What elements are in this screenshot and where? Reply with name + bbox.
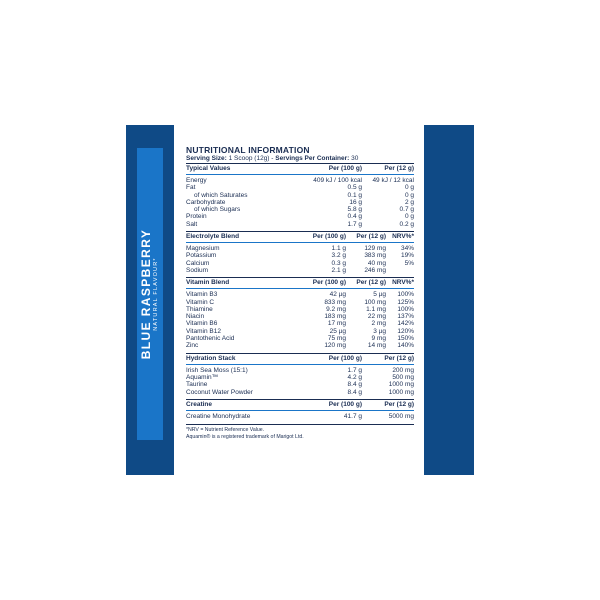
hydration-stack-section <box>186 353 414 399</box>
vitamin-cell-3: 137% <box>397 313 414 321</box>
table-row <box>186 335 414 342</box>
table-row <box>186 260 414 267</box>
vitamin-cell-2: 1.1 mg <box>366 305 386 313</box>
hydration-cell-2: 500 mg <box>392 373 414 381</box>
typical-header-col-2: Per (12 g) <box>384 165 414 172</box>
hydration-header-col-0: Hydration Stack <box>186 354 236 362</box>
electrolyte-cell-2: 383 mg <box>364 252 386 260</box>
typical-cell-2: 0 g <box>404 191 414 199</box>
vitamin-cell-3: 142% <box>397 320 414 328</box>
hydration-cell-1: 8.4 g <box>347 388 362 396</box>
hydration-cell-1: 1.7 g <box>347 366 362 374</box>
servings-per-container-label: Servings Per Container: <box>275 155 350 162</box>
typical-values-section <box>186 163 414 231</box>
panel-title: NUTRITIONAL INFORMATION <box>186 145 310 155</box>
vitamin-header-col-1: Per (100 g) <box>312 279 346 287</box>
electrolyte-header-col-2: Per (12 g) <box>356 233 386 241</box>
creatine-header <box>186 399 414 411</box>
typical-cell-0: Carbohydrate <box>186 198 226 206</box>
typical-cell-1: 0.1 g <box>347 191 362 199</box>
vitamin-cell-1: 9.2 mg <box>326 305 346 313</box>
table-row <box>186 177 414 184</box>
electrolyte-cell-1: 1.1 g <box>331 245 346 253</box>
creatine-header-col-1: Per (100 g) <box>328 400 362 408</box>
electrolyte-header-col-0: Electrolyte Blend <box>186 233 240 241</box>
hydration-cell-1: 4.2 g <box>347 373 362 381</box>
vitamin-cell-2: 2 mg <box>371 320 386 328</box>
typical-rows <box>186 175 414 231</box>
table-row <box>186 291 414 298</box>
servings-per-container-value: 30 <box>351 155 359 162</box>
vitamin-cell-3: 150% <box>397 335 414 343</box>
vitamin-cell-2: 5 µg <box>373 291 386 299</box>
electrolyte-cell-1: 0.3 g <box>331 259 346 267</box>
typical-cell-1: 409 kJ / 100 kcal <box>313 177 362 184</box>
vitamin-cell-1: 17 mg <box>327 320 346 328</box>
electrolyte-cell-0: Potassium <box>186 252 217 260</box>
electrolyte-blend-section <box>186 231 414 277</box>
hydration-cell-0: Taurine <box>186 381 208 389</box>
electrolyte-rows <box>186 243 414 277</box>
typical-cell-1: 5.8 g <box>347 206 362 214</box>
vitamin-header-col-0: Vitamin Blend <box>186 279 230 287</box>
vitamin-cell-3: 125% <box>397 298 414 306</box>
creatine-header-col-0: Creatine <box>186 400 213 408</box>
creatine-cell-1: 41.7 g <box>343 412 362 420</box>
hydration-cell-1: 8.4 g <box>347 381 362 389</box>
table-row <box>186 221 414 228</box>
vitamin-cell-2: 3 µg <box>373 327 386 335</box>
vitamin-header <box>186 277 414 289</box>
table-row <box>186 299 414 306</box>
serving-info <box>186 155 414 163</box>
vitamin-cell-1: 120 mg <box>324 342 346 350</box>
creatine-cell-0: Creatine Monohydrate <box>186 412 251 420</box>
electrolyte-cell-3: 19% <box>400 252 414 260</box>
table-row <box>186 306 414 313</box>
table-row <box>186 213 414 220</box>
electrolyte-header-col-3: NRV%* <box>392 233 414 241</box>
table-row <box>186 342 414 349</box>
hydration-cell-2: 1000 mg <box>388 381 414 389</box>
vitamin-cell-0: Niacin <box>186 313 205 321</box>
typical-cell-2: 0.7 g <box>399 206 414 214</box>
hydration-cell-2: 200 mg <box>392 366 414 374</box>
vitamin-cell-3: 100% <box>397 291 414 299</box>
vitamin-cell-0: Pantothenic Acid <box>186 335 235 343</box>
table-row <box>186 328 414 335</box>
electrolyte-cell-2: 129 mg <box>364 245 386 253</box>
table-row <box>186 192 414 199</box>
hydration-rows <box>186 365 414 399</box>
creatine-header-col-2: Per (12 g) <box>384 400 414 408</box>
electrolyte-cell-3: 5% <box>404 259 414 267</box>
table-row <box>186 389 414 396</box>
table-row <box>186 245 414 252</box>
vitamin-cell-0: Thiamine <box>186 305 213 313</box>
table-row <box>186 199 414 206</box>
electrolyte-cell-2: 246 mg <box>364 266 386 274</box>
table-row <box>186 367 414 374</box>
vitamin-cell-0: Vitamin C <box>186 298 215 306</box>
vitamin-cell-0: Vitamin B3 <box>186 291 218 299</box>
typical-cell-1: 1.7 g <box>347 220 362 228</box>
table-row <box>186 267 414 274</box>
table-row <box>186 313 414 320</box>
electrolyte-cell-0: Calcium <box>186 259 210 267</box>
creatine-rows <box>186 411 414 423</box>
typical-cell-0: of which Saturates <box>194 191 248 199</box>
table-row <box>186 184 414 191</box>
vitamin-cell-2: 22 mg <box>367 313 386 321</box>
vitamin-header-col-3: NRV%* <box>392 279 414 287</box>
vitamin-cell-1: 42 µg <box>329 291 346 299</box>
vitamin-rows <box>186 289 414 352</box>
hydration-cell-0: Coconut Water Powder <box>186 388 253 396</box>
vitamin-cell-1: 25 µg <box>329 327 346 335</box>
flavour-name: BLUE RASPBERRY <box>139 228 153 360</box>
hydration-cell-0: Aquamin™ <box>186 373 219 381</box>
serving-separator: - <box>271 155 274 162</box>
nutrition-panel <box>186 145 414 441</box>
footnote-trademark: Aquamin® is a registered trademark of Marigot Ltd. <box>186 434 304 441</box>
vitamin-cell-1: 183 mg <box>324 313 346 321</box>
table-row <box>186 381 414 388</box>
typical-cell-2: 49 kJ / 12 kcal <box>372 177 414 184</box>
vitamin-cell-0: Zinc <box>186 342 199 350</box>
typical-header-col-0: Typical Values <box>186 165 231 172</box>
electrolyte-cell-3 <box>386 267 414 274</box>
vitamin-header-col-2: Per (12 g) <box>356 279 386 287</box>
vitamin-cell-2: 100 mg <box>364 298 386 306</box>
typical-cell-1: 0.5 g <box>347 184 362 192</box>
vitamin-cell-3: 100% <box>397 305 414 313</box>
hydration-cell-0: Irish Sea Moss (15:1) <box>186 366 248 374</box>
electrolyte-cell-3: 34% <box>400 245 414 253</box>
vitamin-cell-1: 833 mg <box>324 298 346 306</box>
hydration-header <box>186 353 414 365</box>
typical-cell-0: Fat <box>186 184 196 192</box>
electrolyte-cell-0: Sodium <box>186 266 209 274</box>
electrolyte-header <box>186 231 414 243</box>
right-side-panel <box>424 125 474 475</box>
electrolyte-cell-2: 40 mg <box>367 259 386 267</box>
table-row <box>186 374 414 381</box>
vitamin-cell-3: 120% <box>397 327 414 335</box>
typical-cell-2: 0.2 g <box>399 220 414 228</box>
typical-cell-1: 0.4 g <box>347 213 362 221</box>
table-row <box>186 320 414 327</box>
flavour-label <box>140 229 160 360</box>
typical-cell-2: 2 g <box>404 198 414 206</box>
hydration-header-col-2: Per (12 g) <box>384 354 414 362</box>
typical-cell-2: 0 g <box>404 213 414 221</box>
electrolyte-cell-1: 2.1 g <box>331 266 346 274</box>
electrolyte-header-col-1: Per (100 g) <box>312 233 346 241</box>
vitamin-cell-2: 14 mg <box>367 342 386 350</box>
table-row <box>186 206 414 213</box>
footnote-nrv: *NRV = Nutrient Reference Value. <box>186 424 414 434</box>
vitamin-cell-3: 140% <box>397 342 414 350</box>
typical-cell-2: 0 g <box>404 184 414 192</box>
typical-cell-0: of which Sugars <box>194 206 241 214</box>
vitamin-cell-0: Vitamin B6 <box>186 320 218 328</box>
creatine-cell-2: 5000 mg <box>388 412 414 420</box>
flavour-subtitle: NATURAL FLAVOUR* <box>153 257 159 331</box>
hydration-cell-2: 1000 mg <box>388 388 414 396</box>
vitamin-cell-2: 9 mg <box>371 335 386 343</box>
typical-cell-0: Salt <box>186 220 198 228</box>
vitamin-cell-0: Vitamin B12 <box>186 327 221 335</box>
electrolyte-cell-1: 3.2 g <box>331 252 346 260</box>
typical-cell-0: Protein <box>186 213 207 221</box>
typical-cell-1: 16 g <box>349 198 362 206</box>
vitamin-cell-1: 75 mg <box>327 335 346 343</box>
typical-cell-0: Energy <box>186 177 207 184</box>
serving-size-label: Serving Size: <box>186 155 227 162</box>
creatine-section <box>186 399 414 423</box>
vitamin-blend-section <box>186 277 414 352</box>
table-row <box>186 413 414 420</box>
typical-header <box>186 163 414 175</box>
electrolyte-cell-0: Magnesium <box>186 245 220 253</box>
hydration-header-col-1: Per (100 g) <box>328 354 362 362</box>
typical-header-col-1: Per (100 g) <box>328 165 362 172</box>
serving-size-value: 1 Scoop (12g) <box>228 155 270 162</box>
table-row <box>186 252 414 259</box>
